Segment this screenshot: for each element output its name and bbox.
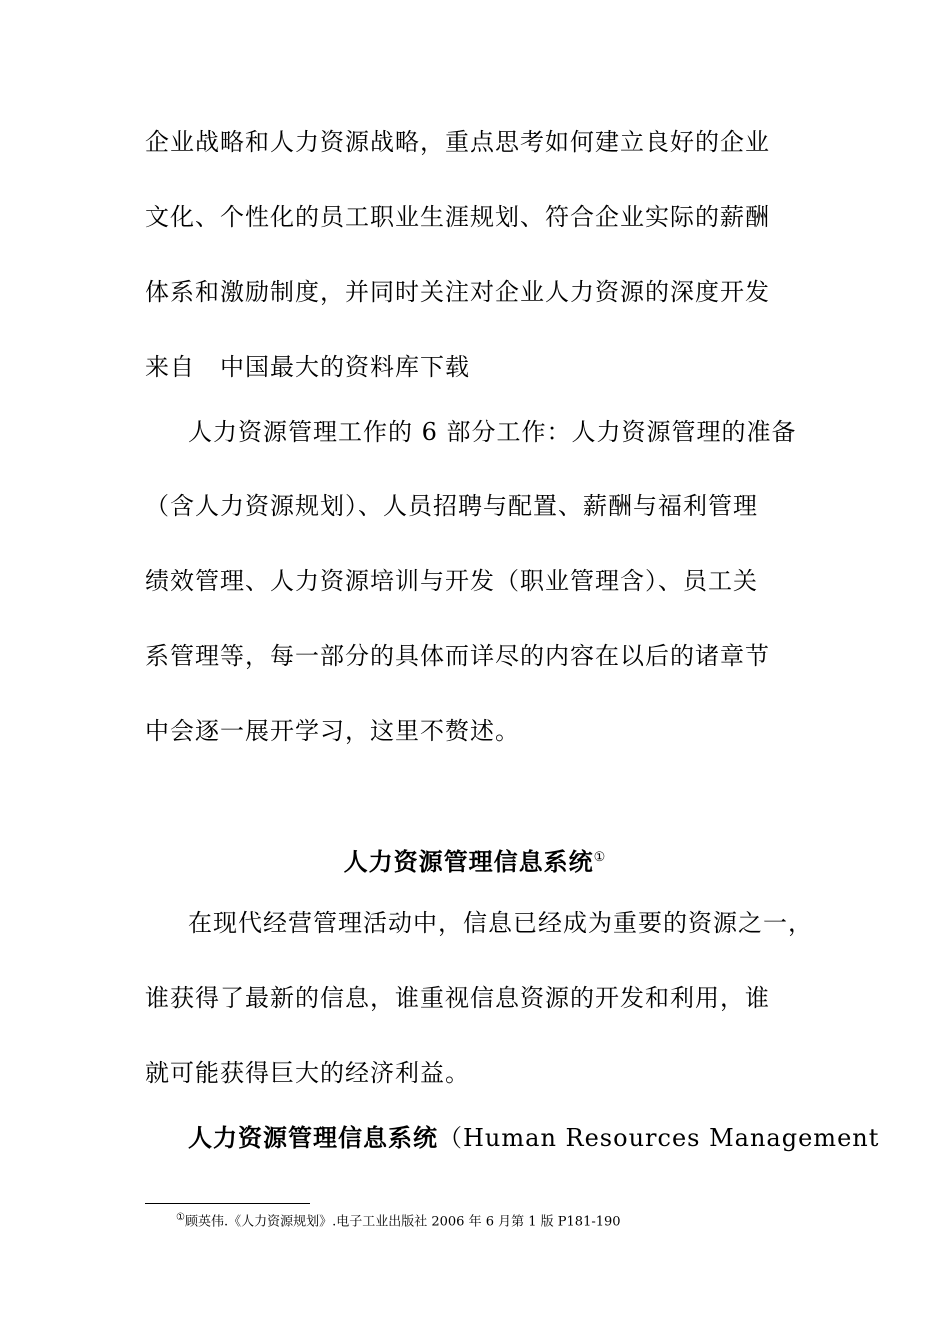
term-bold: 人力资源管理信息系统 [188, 1123, 438, 1152]
paragraph-line: 人力资源管理工作的 6 部分工作：人力资源管理的准备 [188, 418, 797, 446]
paragraph-line: 在现代经营管理活动中，信息已经成为重要的资源之一， [188, 909, 813, 937]
section-heading [0, 843, 950, 877]
footnote-text: 顾英伟.《人力资源规划》.电子工业出版社 2006 年 6 月第 1 版 P181-190 [184, 1214, 621, 1230]
paragraph-line [188, 1123, 879, 1153]
term-rest: （Human Resources Management [438, 1124, 880, 1152]
paragraph-line: （含人力资源规划）、人员招聘与配置、薪酬与福利管理 [145, 492, 758, 520]
paragraph-line: 中会逐一展开学习，这里不赘述。 [145, 717, 520, 745]
footnote [176, 1209, 621, 1231]
section-heading-title: 人力资源管理信息系统 [343, 847, 594, 876]
paragraph-line: 谁获得了最新的信息，谁重视信息资源的开发和利用，谁 [145, 984, 770, 1012]
paragraph-line: 绩效管理、人力资源培训与开发（职业管理含）、员工关 [145, 567, 758, 595]
paragraph-line: 来自 中国最大的资料库下载 [145, 353, 470, 381]
footnote-reference: ① [593, 850, 607, 865]
paragraph-line: 系管理等，每一部分的具体而详尽的内容在以后的诸章节 [145, 642, 770, 670]
paragraph-line: 文化、个性化的员工职业生涯规划、符合企业实际的薪酬 [145, 203, 770, 231]
footnote-mark: ① [176, 1212, 185, 1223]
footnote-separator [145, 1203, 310, 1204]
paragraph-line: 就可能获得巨大的经济利益。 [145, 1059, 470, 1087]
paragraph-line: 企业战略和人力资源战略，重点思考如何建立良好的企业 [145, 128, 770, 156]
paragraph-line: 体系和激励制度，并同时关注对企业人力资源的深度开发 [145, 278, 770, 306]
